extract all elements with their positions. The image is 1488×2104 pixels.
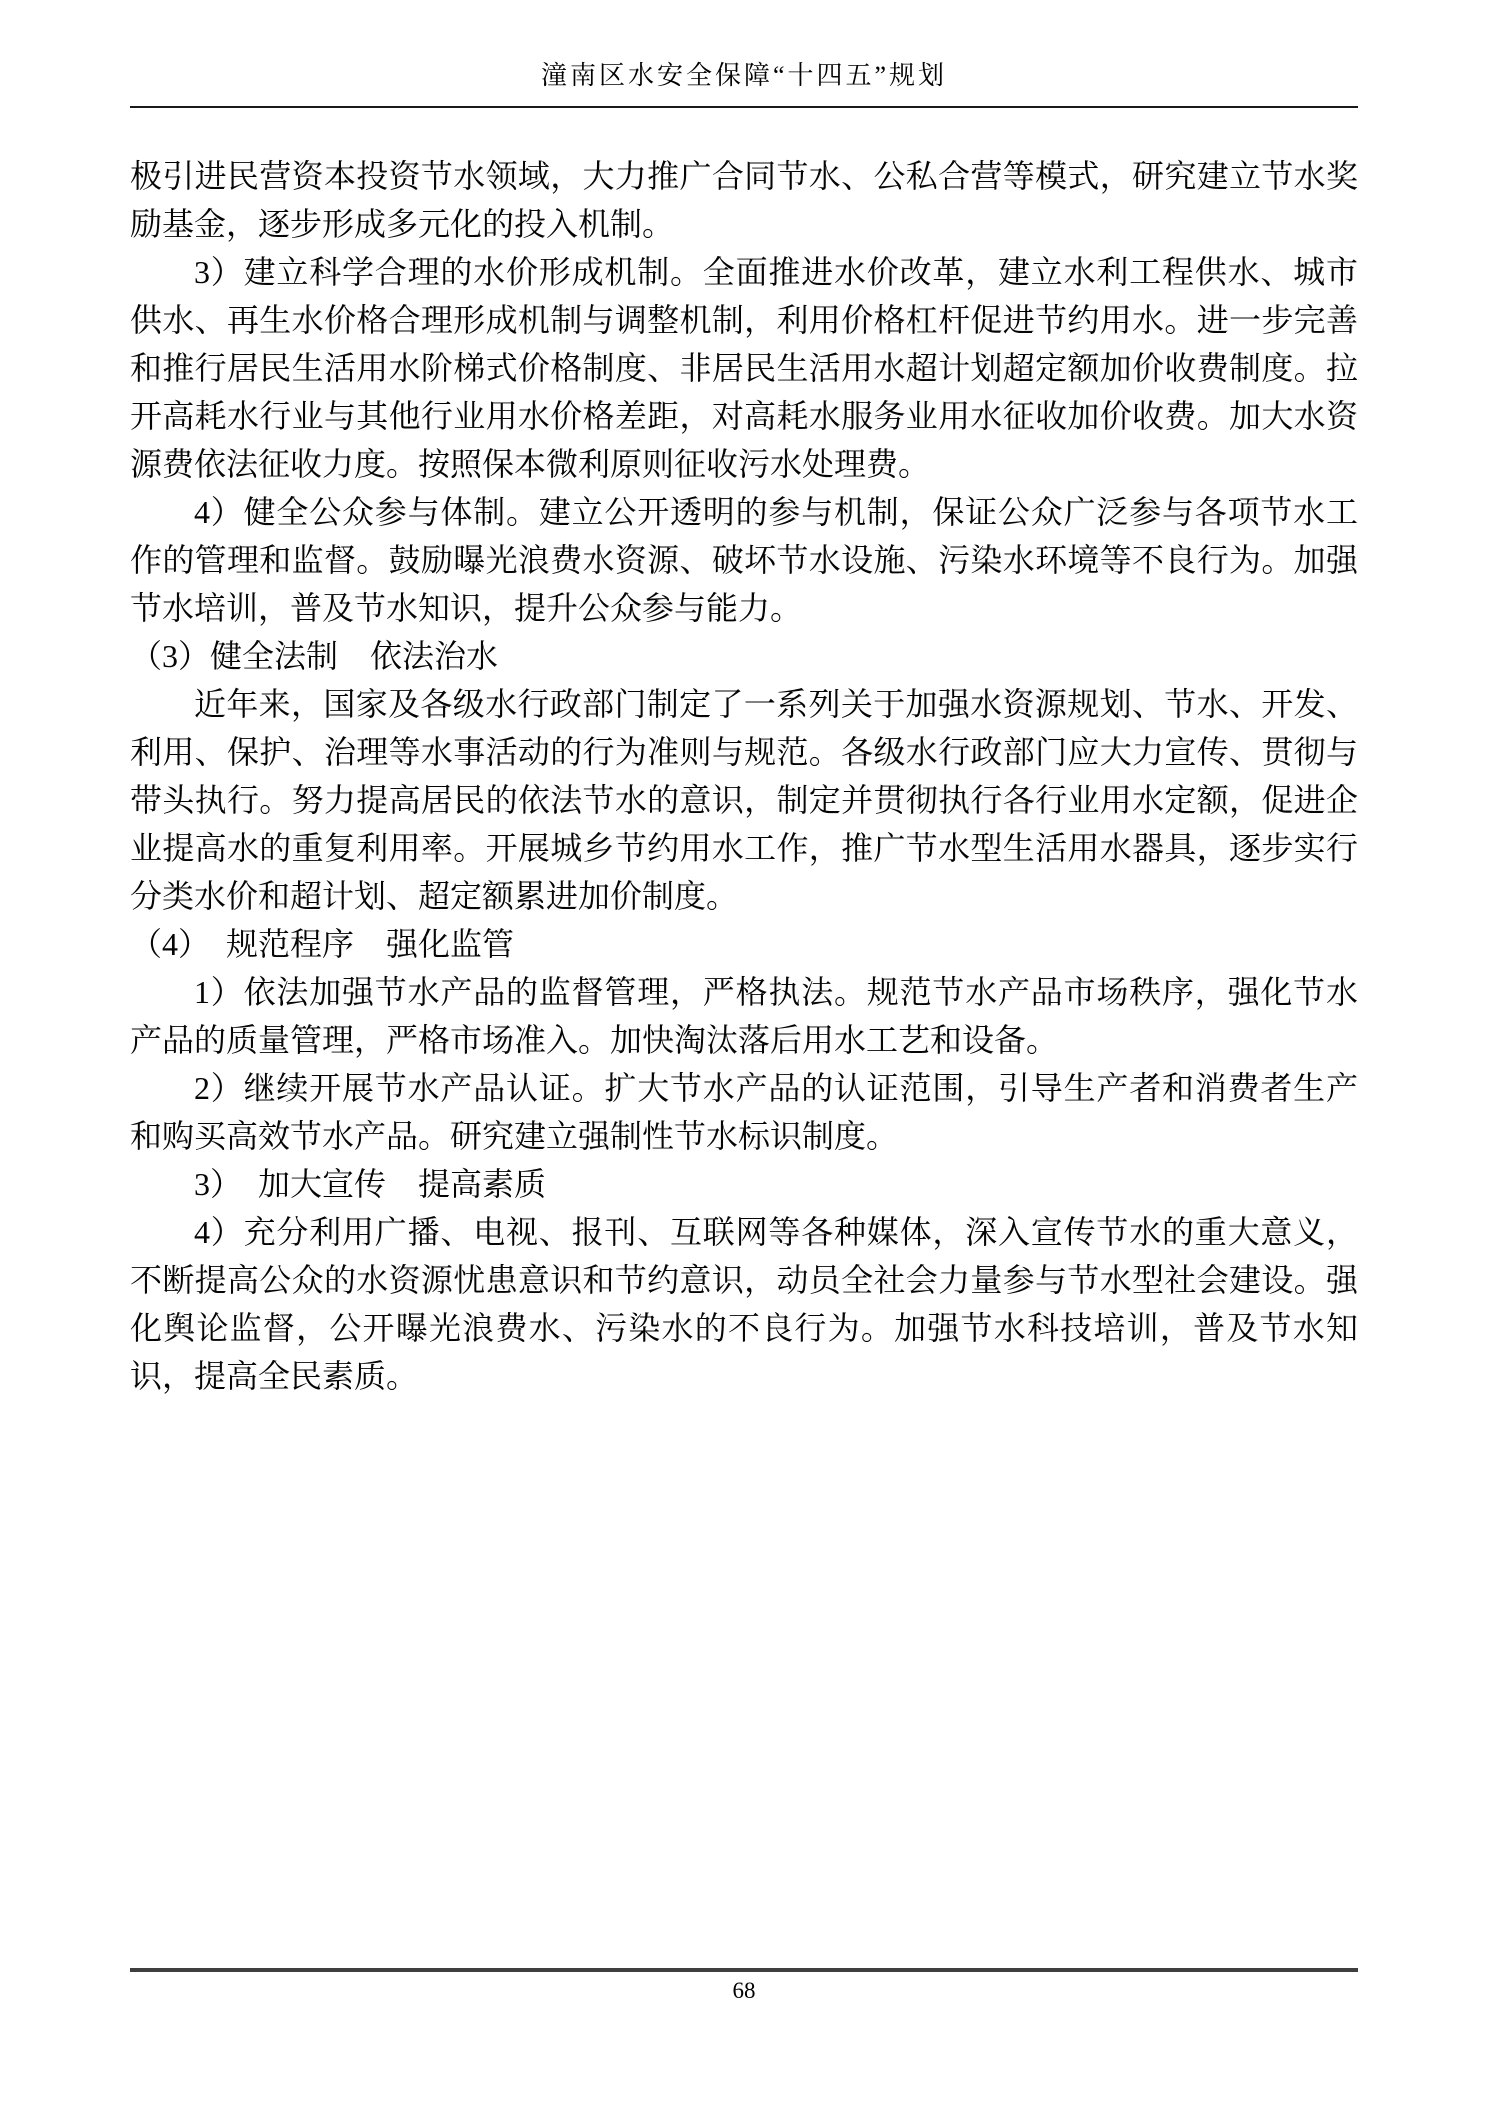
section-heading-4: （4） 规范程序 强化监管 bbox=[130, 926, 515, 962]
paragraph-item-1-supervision: 1）依法加强节水产品的监督管理，严格执法。规范节水产品市场秩序，强化节水产品的质量管理，严格市场准入。加快淘汰落后用水工艺和设备。 bbox=[130, 974, 1358, 1058]
paragraph-item-4-public-participation: 4）健全公众参与体制。建立公开透明的参与机制，保证公众广泛参与各项节水工作的管理和监督。鼓励曝光浪费水资源、破坏节水设施、污染水环境等不良行为。加强节水培训，普及节水知识，提升公众参与能力。 bbox=[130, 494, 1358, 626]
page-header bbox=[130, 58, 1358, 108]
document-body bbox=[130, 152, 1358, 1400]
footer-divider bbox=[130, 1968, 1358, 1972]
paragraph-item-2-certification: 2）继续开展节水产品认证。扩大节水产品的认证范围，引导生产者和消费者生产和购买高效节水产品。研究建立强制性节水标识制度。 bbox=[130, 1070, 1358, 1154]
paragraph-legal-system: 近年来，国家及各级水行政部门制定了一系列关于加强水资源规划、节水、开发、利用、保护、治理等水事活动的行为准则与规范。各级水行政部门应大力宣传、贯彻与带头执行。努力提高居民的依法节水的意识，制定并贯彻执行各行业用水定额，促进企业提高水的重复利用率。开展城乡节约用水工作，推广节水型生活用水器具，逐步实行分类水价和超计划、超定额累进加价制度。 bbox=[130, 686, 1358, 914]
section-heading-3: （3）健全法制 依法治水 bbox=[130, 638, 499, 674]
page-footer bbox=[130, 1968, 1358, 2005]
subheading-item-3-publicity: 3） 加大宣传 提高素质 bbox=[194, 1166, 547, 1202]
paragraph-item-3-water-price: 3）建立科学合理的水价形成机制。全面推进水价改革，建立水利工程供水、城市供水、再生水价格合理形成机制与调整机制，利用价格杠杆促进节约用水。进一步完善和推行居民生活用水阶梯式价格制度、非居民生活用水超计划超定额加价收费制度。拉开高耗水行业与其他行业用水价格差距，对高耗水服务业用水征收加价收费。加大水资源费依法征收力度。按照保本微利原则征收污水处理费。 bbox=[130, 254, 1358, 482]
paragraph-item-4-media: 4）充分利用广播、电视、报刊、互联网等各种媒体，深入宣传节水的重大意义，不断提高公众的水资源忧患意识和节约意识，动员全社会力量参与节水型社会建设。强化舆论监督，公开曝光浪费水、污染水的不良行为。加强节水科技培训，普及节水知识，提高全民素质。 bbox=[130, 1214, 1358, 1394]
paragraph-continuation: 极引进民营资本投资节水领域，大力推广合同节水、公私合营等模式，研究建立节水奖励基金，逐步形成多元化的投入机制。 bbox=[130, 158, 1358, 242]
document-title: 潼南区水安全保障“十四五”规划 bbox=[540, 61, 948, 90]
header-divider bbox=[130, 106, 1358, 108]
page-number: 68 bbox=[732, 1978, 756, 2003]
